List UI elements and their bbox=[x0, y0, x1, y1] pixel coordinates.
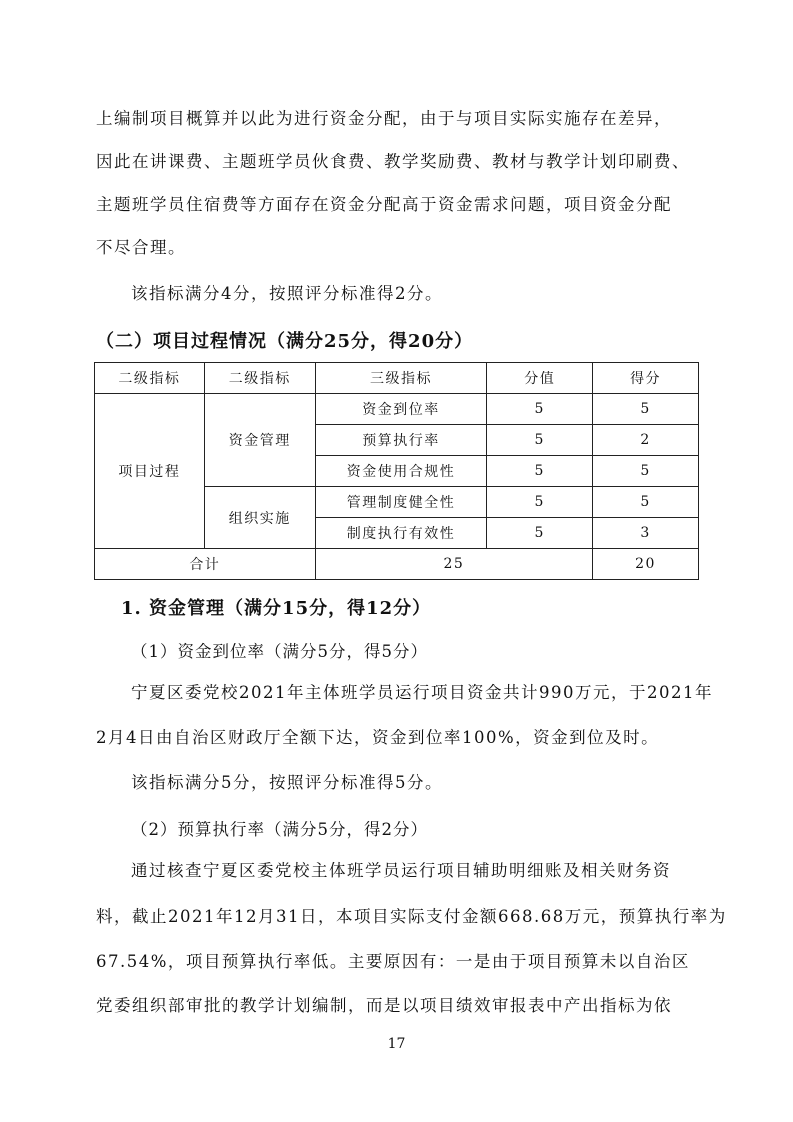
table-header-cell: 分值 bbox=[487, 363, 593, 394]
paragraph-line: 2月4日由自治区财政厅全额下达，资金到位率100%，资金到位及时。 bbox=[96, 728, 660, 747]
paragraph-line: 不尽合理。 bbox=[96, 238, 186, 257]
paragraph-line: 67.54%，项目预算执行率低。主要原因有：一是由于项目预算未以自治区 bbox=[96, 952, 690, 971]
paragraph-line: 宁夏区委党校2021年主体班学员运行项目资金共计990万元，于2021年 bbox=[131, 683, 713, 702]
indicator-cell: 制度执行有效性 bbox=[315, 518, 487, 549]
table-total-row bbox=[95, 549, 699, 580]
paragraph-line: 料，截止2021年12月31日，本项目实际支付金额668.68万元，预算执行率为 bbox=[96, 907, 727, 926]
table-header-cell: 得分 bbox=[593, 363, 699, 394]
score-cell: 3 bbox=[593, 518, 699, 549]
score-cell: 5 bbox=[593, 456, 699, 487]
value-cell: 5 bbox=[487, 456, 593, 487]
indicator-cell: 预算执行率 bbox=[315, 425, 487, 456]
total-value-cell: 25 bbox=[315, 549, 593, 580]
item-heading: （2）预算执行率（满分5分，得2分） bbox=[131, 820, 428, 839]
value-cell: 5 bbox=[487, 487, 593, 518]
subsection-heading: 1. 资金管理（满分15分，得12分） bbox=[121, 598, 432, 619]
indicator-cell: 资金到位率 bbox=[315, 394, 487, 425]
page-number: 17 bbox=[387, 1036, 406, 1052]
group-cell: 组织实施 bbox=[204, 487, 315, 549]
table-header-cell: 二级指标 bbox=[95, 363, 205, 394]
paragraph-line: 党委组织部审批的教学计划编制，而是以项目绩效审报表中产出指标为依 bbox=[96, 996, 672, 1015]
table-row bbox=[95, 394, 699, 425]
section-heading: （二）项目过程情况（满分25分，得20分） bbox=[96, 331, 474, 352]
item-heading: （1）资金到位率（满分5分，得5分） bbox=[131, 642, 428, 661]
paragraph-line: 因此在讲课费、主题班学员伙食费、教学奖励费、教材与教学计划印刷费、 bbox=[96, 152, 690, 171]
indicator-cell: 管理制度健全性 bbox=[315, 487, 487, 518]
score-cell: 5 bbox=[593, 487, 699, 518]
score-table bbox=[94, 362, 699, 580]
table-header-cell: 二级指标 bbox=[204, 363, 315, 394]
value-cell: 5 bbox=[487, 394, 593, 425]
value-cell: 5 bbox=[487, 425, 593, 456]
score-cell: 2 bbox=[593, 425, 699, 456]
paragraph-line: 上编制项目概算并以此为进行资金分配，由于与项目实际实施存在差异， bbox=[96, 109, 672, 128]
score-cell: 5 bbox=[593, 394, 699, 425]
value-cell: 5 bbox=[487, 518, 593, 549]
group-cell: 资金管理 bbox=[204, 394, 315, 487]
indicator-cell: 资金使用合规性 bbox=[315, 456, 487, 487]
total-label-cell: 合计 bbox=[95, 549, 316, 580]
table-header-row bbox=[95, 363, 699, 394]
table-header-cell: 三级指标 bbox=[315, 363, 487, 394]
paragraph-line: 通过核查宁夏区委党校主体班学员运行项目辅助明细账及相关财务资 bbox=[131, 861, 671, 880]
conclusion-line: 该指标满分4分，按照评分标准得2分。 bbox=[131, 284, 443, 303]
paragraph-line: 主题班学员住宿费等方面存在资金分配高于资金需求问题，项目资金分配 bbox=[96, 195, 672, 214]
total-score-cell: 20 bbox=[593, 549, 699, 580]
conclusion-line: 该指标满分5分，按照评分标准得5分。 bbox=[131, 773, 443, 792]
level1-cell: 项目过程 bbox=[95, 394, 205, 549]
